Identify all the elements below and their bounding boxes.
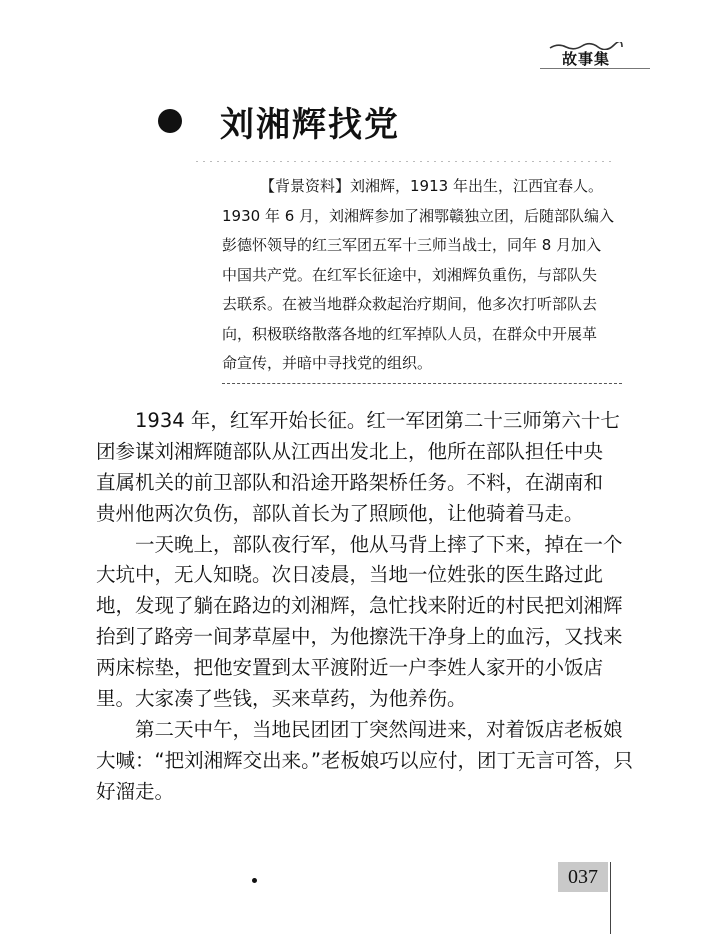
body-line: 第二天中午，当地民团团丁突然闯进来，对着饭店老板娘	[135, 717, 623, 741]
body-line: 两床棕垫，把他安置到太平渡附近一户李姓人家开的小饭店	[96, 656, 604, 680]
header-rule	[540, 68, 650, 69]
body-line: 大坑中，无人知晓。次日凌晨，当地一位姓张的医生路过此	[96, 563, 604, 587]
background-line: 彭德怀领导的红三军团五军十三师当战士，同年 8 月加入	[222, 236, 602, 254]
background-line: 中国共产党。在红军长征途中，刘湘辉负重伤，与部队失	[222, 265, 598, 284]
background-line: 去联系。在被当地群众救起治疗期间，他多次打听部队去	[222, 295, 598, 313]
body-line: 贵州他两次负伤，部队首长为了照顾他，让他骑着马走。	[96, 501, 584, 525]
article-title: 刘湘辉找党	[220, 104, 400, 145]
background-line: 1930 年 6 月，刘湘辉参加了湘鄂赣独立团，后随部队编入	[222, 206, 615, 225]
background-divider	[222, 383, 622, 384]
body-line: 好溜走。	[96, 779, 175, 803]
body-line: 团参谋刘湘辉随部队从江西出发北上，他所在部队担任中央	[96, 439, 604, 463]
page-number: 037	[568, 865, 598, 888]
body-line: 抬到了路旁一间茅草屋中，为他擦洗干净身上的血污，又找来	[96, 625, 623, 649]
body-line: 大喊：“把刘湘辉交出来。”老板娘巧以应付，团丁无言可答，只	[96, 748, 633, 772]
margin-rule	[610, 862, 611, 934]
body-line: 一天晚上，部队夜行军，他从马背上摔了下来，掉在一个	[135, 532, 623, 556]
body-line: 里。大家凑了些钱，买来草药，为他养伤。	[96, 687, 467, 711]
collection-label: 故事集	[562, 50, 611, 68]
background-info	[222, 172, 636, 379]
body-line: 1934 年，红军开始长征。红一军团第二十三师第六十七	[135, 409, 620, 432]
stray-dot	[252, 878, 257, 883]
article-title-row	[158, 96, 400, 146]
body-line: 地，发现了躺在路边的刘湘辉，急忙找来附近的村民把刘湘辉	[96, 594, 623, 618]
background-line: 命宣传，并暗中寻找党的组织。	[222, 354, 433, 372]
title-bullet-icon	[158, 109, 182, 133]
article-body	[96, 406, 636, 808]
background-line: 向，积极联络散落各地的红军掉队人员，在群众中开展革	[222, 324, 598, 343]
background-line: 【背景资料】刘湘辉，1913 年出生，江西宜春人。	[260, 177, 603, 195]
body-line: 直属机关的前卫部队和沿途开路架桥任务。不料，在湖南和	[96, 470, 604, 494]
title-underline	[196, 160, 616, 163]
page-number-box	[558, 862, 608, 892]
